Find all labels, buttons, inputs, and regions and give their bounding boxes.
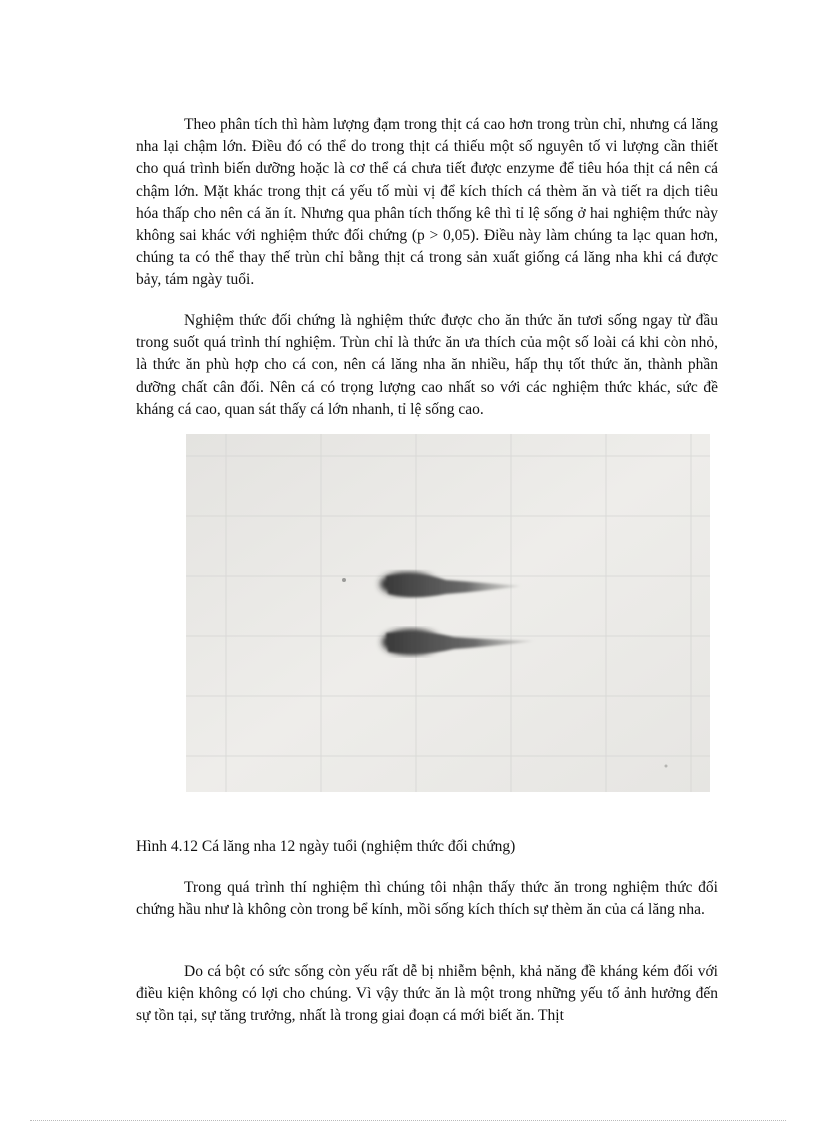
paragraph-3: Trong quá trình thí nghiệm thì chúng tôi nhận thấy thức ăn trong nghiệm thức đối chứng hầu như là không còn trong bể kính, mồi sống kích thích sự thèm ăn của cá lăng nha. (136, 879, 718, 919)
figure-caption: Hình 4.12 Cá lăng nha 12 ngày tuổi (nghiệm thức đối chứng) (136, 838, 516, 855)
paragraph-2: Nghiệm thức đối chứng là nghiệm thức được cho ăn thức ăn tươi sống ngay từ đầu trong suốt quá trình thí nghiệm. Trùn chỉ là thức ăn ưa thích của một số loài cá khi còn nhỏ, là thức ăn phù hợp cho cá con, nên cá lăng nha ăn nhiều, hấp thụ tốt thức ăn, thành phần dưỡng chất cân đối. Nên cá có trọng lượng cao nhất so với các nghiệm thức khác, sức đề kháng cá cao, quan sát thấy cá lớn nhanh, tỉ lệ sống cao. (136, 312, 718, 418)
paragraph-4: Do cá bột có sức sống còn yếu rất dễ bị nhiễm bệnh, khả năng đề kháng kém đối với điều kiện không có lợi cho chúng. Vì vậy thức ăn là một trong những yếu tố ảnh hưởng đến sự tồn tại, sự tăng trưởng, nhất là trong giai đoạn cá mới biết ăn. Thịt (136, 963, 718, 1025)
paragraph-1: Theo phân tích thì hàm lượng đạm trong thịt cá cao hơn trong trùn chỉ, nhưng cá lăng nha lại chậm lớn. Điều đó có thể do trong thịt cá thiếu một số nguyên tố vi lượng cần thiết cho quá trình biến dưỡng hoặc là cơ thể cá chưa tiết được enzyme để tiêu hóa thịt cá nên cá chậm lớn. Mặt khác trong thịt cá yếu tố mùi vị để kích thích cá thèm ăn và tiết ra dịch tiêu hóa thấp cho nên cá ăn ít. Nhưng qua phân tích thống kê thì tỉ lệ sống ở hai nghiệm thức này không sai khác với nghiệm thức đối chứng (p > 0,05). Điều này làm chúng ta lạc quan hơn, chúng ta có thể thay thế trùn chỉ bằng thịt cá trong sản xuất giống cá lăng nha khi cá được bảy, tám ngày tuổi. (136, 116, 718, 289)
fish-photo (186, 434, 710, 792)
page-bottom-rule (30, 1120, 786, 1121)
